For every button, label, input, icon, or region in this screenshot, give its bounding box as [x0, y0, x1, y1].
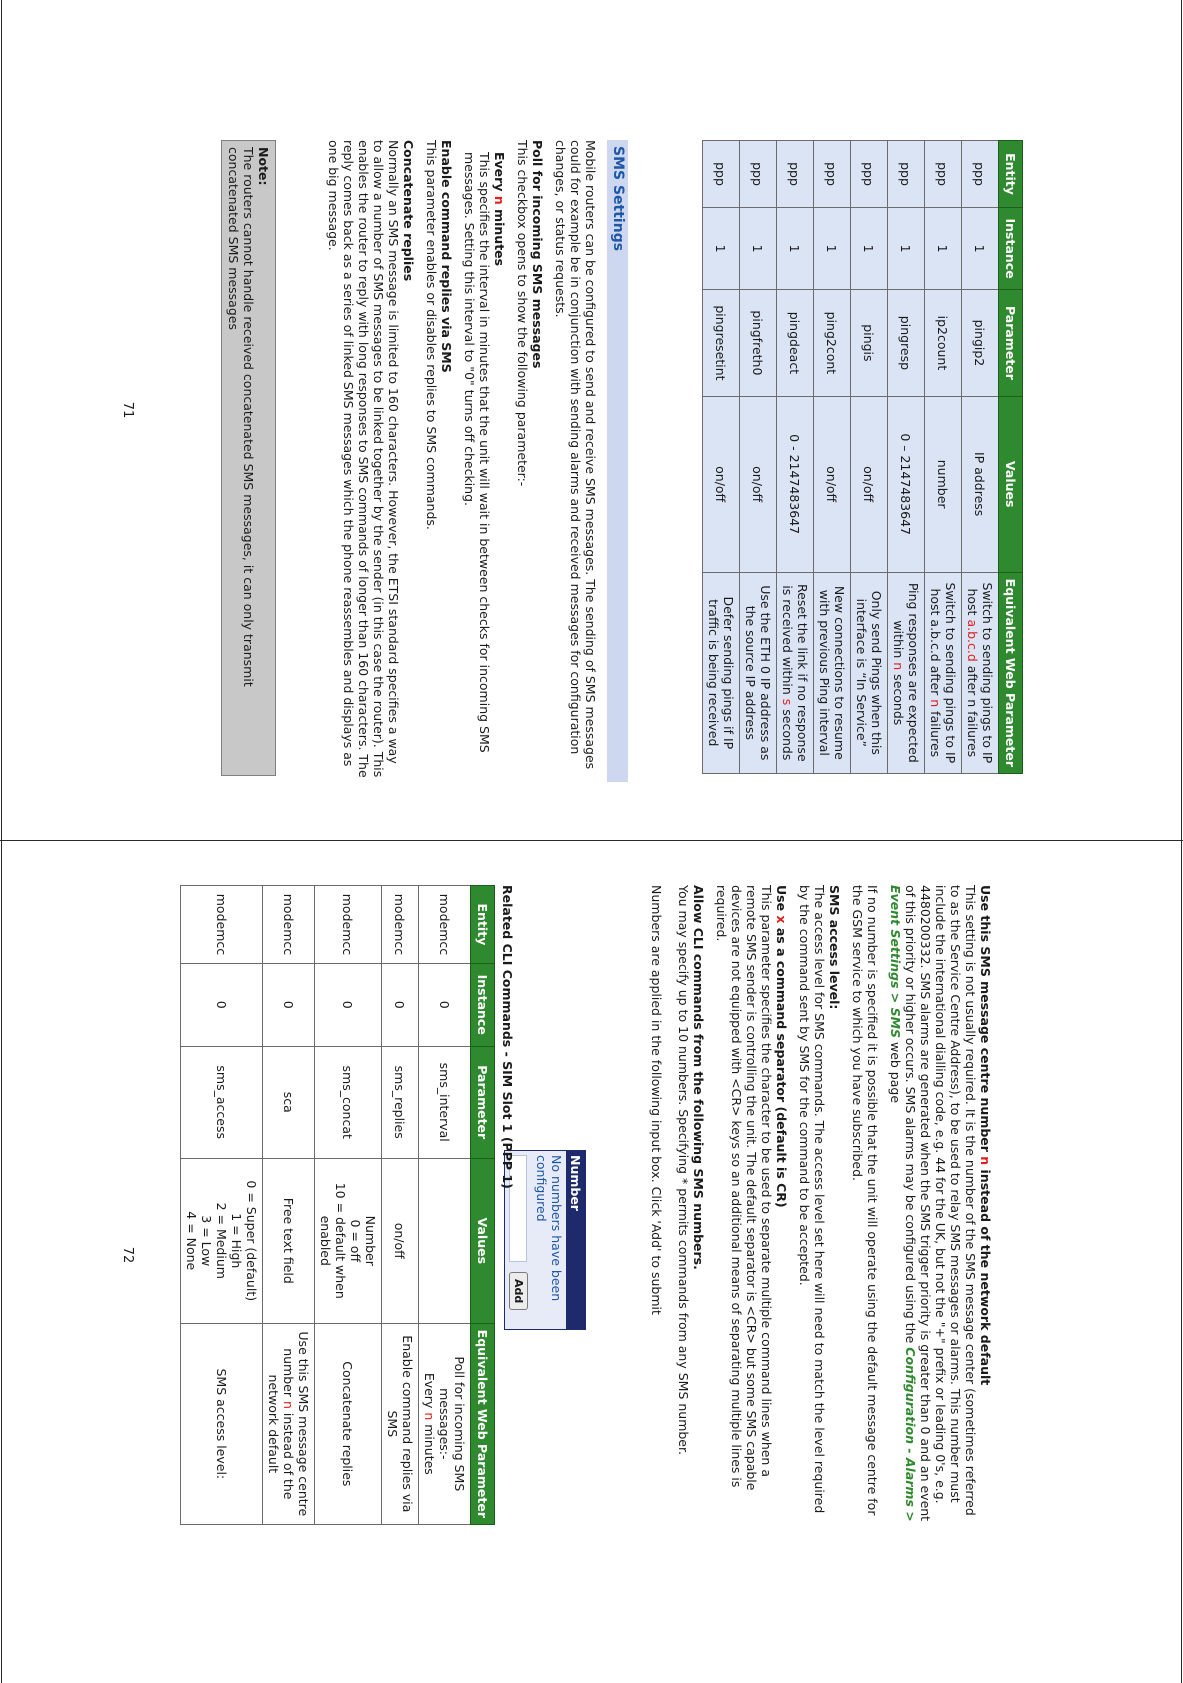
- cell-web-parameter: Concatenate replies: [315, 1323, 382, 1524]
- allow-text: You may specify up to 10 numbers. Specifying * permits commands from any SMS number.: [676, 885, 691, 1455]
- table-row: [814, 141, 851, 774]
- add-button[interactable]: Add: [509, 1272, 528, 1310]
- table-row: [888, 141, 925, 774]
- cell-parameter: ip2count: [925, 290, 962, 396]
- cell-values: on/off: [851, 396, 888, 572]
- table-row: [962, 141, 999, 774]
- cell-values: Free text field: [263, 1158, 315, 1323]
- cell-web-parameter: Reset the link if no response is received within s seconds: [777, 572, 814, 773]
- page-number: 72: [120, 1246, 135, 1264]
- table-row: [419, 886, 471, 1525]
- cell-web-parameter: Poll for incoming SMS messages:- Every n minutes: [419, 1323, 471, 1524]
- every-n-block: [462, 140, 507, 780]
- table-header-row: [999, 141, 1023, 774]
- sms-intro: Mobile routers can be configured to send and receive SMS messages. The sending of SMS messages could for example be in conjunction with sending alarms and received messages for configuration changes, or status requests.: [553, 140, 598, 770]
- cell-entity: modemcc: [181, 886, 263, 964]
- sms-number-panel: [504, 1150, 586, 1330]
- cell-parameter: ping2cont: [814, 290, 851, 396]
- note-heading: Note:: [256, 147, 271, 186]
- cell-parameter: sms_replies: [382, 1046, 419, 1158]
- concat-text: Normally an SMS message is limited to 160 characters. However, the ETSI standard specifies a way to allow a number of SMS messages to be linked together by the sender (in this case the router). This enables the router to reply with long responses to SMS commands of longer than 160 characters. The reply comes back as a series of linked SMS messages which the phone reassembles and displays as one big message.: [326, 140, 401, 778]
- cell-parameter: pingip2: [962, 290, 999, 396]
- separator-text: This parameter specifies the character to be used to separate multiple command lines when a remote SMS sender is controlling the unit. The default separator is <CR> but some SMS capable devices are not equipped with <CR> keys so an additional means of separating multiple lines is required.: [714, 885, 774, 1491]
- cell-parameter: sms_interval: [419, 1046, 471, 1158]
- cell-instance: 1: [925, 207, 962, 289]
- table-row: [777, 141, 814, 774]
- col-entity: Entity: [999, 141, 1023, 208]
- cell-entity: modemcc: [315, 886, 382, 964]
- allow-heading: Allow CLI commands from the following SMS numbers.: [691, 885, 706, 1270]
- cell-values: on/off: [703, 396, 740, 572]
- cell-instance: 0: [263, 963, 315, 1046]
- cell-parameter: sms_concat: [315, 1046, 382, 1158]
- cell-entity: ppp: [962, 141, 999, 208]
- cell-values: on/off: [814, 396, 851, 572]
- centre-heading: Use this SMS message centre number n instead of the network default: [978, 885, 993, 1386]
- number-panel-header: Number: [566, 1151, 585, 1329]
- cell-web-parameter: Enable command replies via SMS: [382, 1323, 419, 1524]
- page-separator: [0, 840, 1183, 841]
- cell-instance: 1: [740, 207, 777, 289]
- cell-parameter: pingresetint: [703, 290, 740, 396]
- concat-heading: Concatenate replies: [401, 140, 416, 282]
- col-entity: Entity: [471, 886, 495, 964]
- every-n-heading: Every n minutes: [492, 152, 507, 267]
- cell-values: number: [925, 396, 962, 572]
- cell-values: 0 – 2147483647: [888, 396, 925, 572]
- cell-values: on/off: [382, 1158, 419, 1323]
- cell-instance: 1: [814, 207, 851, 289]
- access-text: The access level for SMS commands. The access level set here will need to match the level required by the command sent by SMS for the command to be accepted.: [797, 885, 827, 1514]
- cell-parameter: sms_access: [181, 1046, 263, 1158]
- table-row: [851, 141, 888, 774]
- cell-web-parameter: Use the ETH 0 IP address as the source IP address: [740, 572, 777, 773]
- event-settings-link[interactable]: Configuration - Alarms > Event Settings > SMS: [888, 885, 918, 1522]
- cell-parameter: pingdeact: [777, 290, 814, 396]
- cell-values: on/off: [740, 396, 777, 572]
- cell-web-parameter: SMS access level:: [181, 1323, 263, 1524]
- table-row: [181, 886, 263, 1525]
- page-71: [0, 30, 1183, 790]
- cell-instance: 1: [777, 207, 814, 289]
- access-heading: SMS access level:: [827, 885, 842, 1010]
- col-web-parameter: Equivalent Web Parameter: [999, 572, 1023, 773]
- col-instance: Instance: [471, 963, 495, 1046]
- centre-text: This setting is not usually required. It is the number of the SMS message center (sometimes referred to as the Service Centre Address), to be used to relay SMS messages or alarms. This number must include the international dialling code, e.g. 44 for the UK, but not the "+" prefix or leading 0's, e.g. 4480200332. SMS alarms are generated when the SMS trigger priority is greater than 0 and an event of this priority or higher occurs. SMS alarms may be configured using the Configuration - Alarms > Event Settings > SMS web page: [888, 885, 978, 1522]
- cell-values: [419, 1158, 471, 1323]
- centre-text-default: If no number is specified it is possible that the unit will operate using the default message centre for the GSM service to which you have subscribed.: [850, 885, 880, 1516]
- cell-entity: modemcc: [382, 886, 419, 964]
- note-box: [221, 140, 276, 776]
- table-row: [703, 141, 740, 774]
- cell-entity: modemcc: [419, 886, 471, 964]
- cell-entity: ppp: [888, 141, 925, 208]
- cell-values: IP address: [962, 396, 999, 572]
- cell-parameter: pingfreth0: [740, 290, 777, 396]
- cell-web-parameter: New connections to resume with previous Ping interval: [814, 572, 851, 773]
- numbers-text: Numbers are applied in the following input box. Click 'Add' to submit: [649, 885, 664, 1315]
- col-parameter: Parameter: [471, 1046, 495, 1158]
- cell-instance: 0: [419, 963, 471, 1046]
- cell-web-parameter: Only send Pings when this interface is “In Service”: [851, 572, 888, 773]
- enable-text: This parameter enables or disables replies to SMS commands.: [424, 140, 439, 530]
- cell-entity: ppp: [740, 141, 777, 208]
- every-n-text: This specifies the interval in minutes that the unit will wait in between checks for incoming SMS messages. Setting this interval to "0" turns off checking.: [462, 152, 492, 753]
- cell-web-parameter: Use this SMS message centre number n instead of the network default: [263, 1323, 315, 1524]
- ppp-ping-table: [702, 140, 1023, 774]
- cell-entity: modemcc: [263, 886, 315, 964]
- no-numbers-message: No numbers have been configured: [534, 1155, 564, 1302]
- cell-values: Number 0 = off 10 = default when enabled: [315, 1158, 382, 1323]
- cell-parameter: pingis: [851, 290, 888, 396]
- cell-entity: ppp: [777, 141, 814, 208]
- cell-parameter: pingresp: [888, 290, 925, 396]
- page-number: 71: [120, 401, 135, 419]
- separator-heading: Use x as a command separator (default is CR): [774, 885, 789, 1208]
- note-text: The routers cannot handle received concatenated SMS messages, it can only transmit concatenated SMS messages: [226, 147, 256, 687]
- cell-instance: 0: [181, 963, 263, 1046]
- col-web-parameter: Equivalent Web Parameter: [471, 1323, 495, 1524]
- cell-values: 0 = Super (default) 1 = High 2 = Medium 3 = Low 4 = None: [181, 1158, 263, 1323]
- table-header-row: [471, 886, 495, 1525]
- table-row: [382, 886, 419, 1525]
- table-row: [315, 886, 382, 1525]
- cell-web-parameter: Switch to sending pings to IP host a.b.c.d after n failures: [925, 572, 962, 773]
- table-row: [263, 886, 315, 1525]
- cell-instance: 0: [315, 963, 382, 1046]
- col-instance: Instance: [999, 207, 1023, 289]
- col-parameter: Parameter: [999, 290, 1023, 396]
- poll-heading: Poll for incoming SMS messages: [530, 140, 545, 369]
- cell-instance: 1: [851, 207, 888, 289]
- cell-parameter: sca: [263, 1046, 315, 1158]
- page-72: [0, 875, 1183, 1635]
- cell-entity: ppp: [703, 141, 740, 208]
- cell-web-parameter: Defer sending pings if IP traffic is being received: [703, 572, 740, 773]
- cell-instance: 1: [962, 207, 999, 289]
- sms-settings-body: [318, 140, 598, 780]
- col-values: Values: [471, 1158, 495, 1323]
- cell-instance: 0: [382, 963, 419, 1046]
- sms-cli-table: [180, 885, 495, 1525]
- cell-entity: ppp: [925, 141, 962, 208]
- sms-settings-title: SMS Settings: [607, 140, 628, 782]
- enable-heading: Enable command replies via SMS: [439, 140, 454, 373]
- sms-centre-section: [641, 885, 993, 1525]
- table-row: [925, 141, 962, 774]
- cell-web-parameter: Switch to sending pings to IP host a.b.c.d after n failures: [962, 572, 999, 773]
- cell-entity: ppp: [814, 141, 851, 208]
- cell-instance: 1: [888, 207, 925, 289]
- cell-instance: 1: [703, 207, 740, 289]
- cli-heading: Related CLI Commands - SIM Slot 1 (PPP 1): [500, 885, 515, 1189]
- cell-web-parameter: Ping responses are expected within n seconds: [888, 572, 925, 773]
- poll-text: This checkbox opens to show the following parameter:-: [515, 140, 530, 487]
- table-row: [740, 141, 777, 774]
- cell-entity: ppp: [851, 141, 888, 208]
- cell-values: 0 - 2147483647: [777, 396, 814, 572]
- col-values: Values: [999, 396, 1023, 572]
